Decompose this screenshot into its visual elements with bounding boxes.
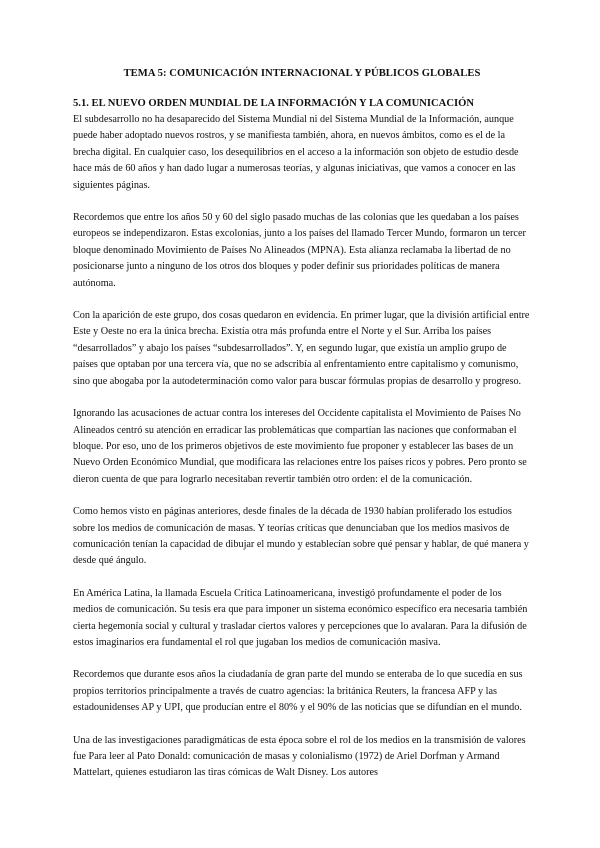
paragraph: Como hemos visto en páginas anteriores, desde finales de la década de 1930 habían proliferado los estudios sobre los medios de comunicación de masas. Y teorías críticas que denunciaban que los medios masivos de comunicación tenían la capacidad de dibujar el mundo y establecían sobre qué pensar y hablar, de qué manera y desde qué ángulo. (73, 506, 529, 567)
paragraph: Con la aparición de este grupo, dos cosas quedaron en evidencia. En primer lugar, que la división artificial entre Este y Oeste no era la única brecha. Existía otra más profunda entre el Norte y el Sur. Arriba los países “desarrollados” y abajo los países “subdesarrollados”. Y, en segundo lugar, que existía un amplio grupo de países que optaban por una tercera vía, que no se adscribía al enfrentamiento entre capitalismo y comunismo, sino que abogaba por la autodeterminación como valor para buscar fórmulas propias de desarrollo y progreso. (73, 310, 530, 387)
paragraph: El subdesarrollo no ha desaparecido del Sistema Mundial ni del Sistema Mundial de la Información, aunque puede haber adoptado nuevos rostros, y se manifiesta también, ahora, en nuevos ámbitos, como es el de la brecha digital. En cualquier caso, los desequilibrios en el acceso a la información son objeto de estudio desde hace más de 60 años y han dado lugar a numerosas teorías, y algunas iniciativas, que vamos a conocer en las siguientes páginas. (73, 114, 519, 191)
section-heading: 5.1. EL NUEVO ORDEN MUNDIAL DE LA INFORMACIÓN Y LA COMUNICACIÓN (73, 98, 474, 109)
paragraph: Recordemos que entre los años 50 y 60 del siglo pasado muchas de las colonias que les quedaban a los países europeos se independizaron. Estas excolonias, junto a los países del llamado Tercer Mundo, formaron un tercer bloque denominado Movimiento de Países No Alineados (MPNA). Esta alianza reclamaba la libertad de no posicionarse junto a ninguno de los otros dos bloques y poder definir sus prioridades políticas de manera autónoma. (73, 212, 526, 289)
paragraph: En América Latina, la llamada Escuela Crítica Latinoamericana, investigó profundamente el poder de los medios de comunicación. Su tesis era que para imponer un sistema económico específico era necesaria también cierta hegemonía social y cultural y trasladar ciertos valores y percepciones que lo avalaran. Para la difusión de estos imaginarios era fundamental el rol que jugaban los medios de comunicación masiva. (73, 587, 528, 648)
document-title: TEMA 5: COMUNICACIÓN INTERNACIONAL Y PÚBLICOS GLOBALES (123, 68, 481, 79)
paragraph: Ignorando las acusaciones de actuar contra los intereses del Occidente capitalista el Movimiento de Países No Alineados centró su atención en erradicar las problemáticas que compartían las naciones que conformaban el bloque. Por eso, uno de los primeros objetivos de este movimiento fue proponer y establecer las bases de un Nuevo Orden Económico Mundial, que modificara las relaciones entre los países ricos y pobres. Pero pronto se dieron cuenta de que para lograrlo necesitaban revertir también otro orden: el de la comunicación. (73, 408, 527, 485)
paragraph: Recordemos que durante esos años la ciudadanía de gran parte del mundo se enteraba de lo que sucedía en sus propios territorios principalmente a través de cuatro agencias: la británica Reuters, la francesa AFP y las estadounidenses AP y UPI, que producían entre el 80% y el 90% de las noticias que se difundían en el mundo. (73, 669, 523, 714)
paragraph: Una de las investigaciones paradigmáticas de esta época sobre el rol de los medios en la transmisión de valores fue Para leer al Pato Donald: comunicación de masas y colonialismo (1972) de Ariel Dorfman y Armand Mattelart, quienes estudiaron las tiras cómicas de Walt Disney. Los autores (73, 734, 526, 779)
